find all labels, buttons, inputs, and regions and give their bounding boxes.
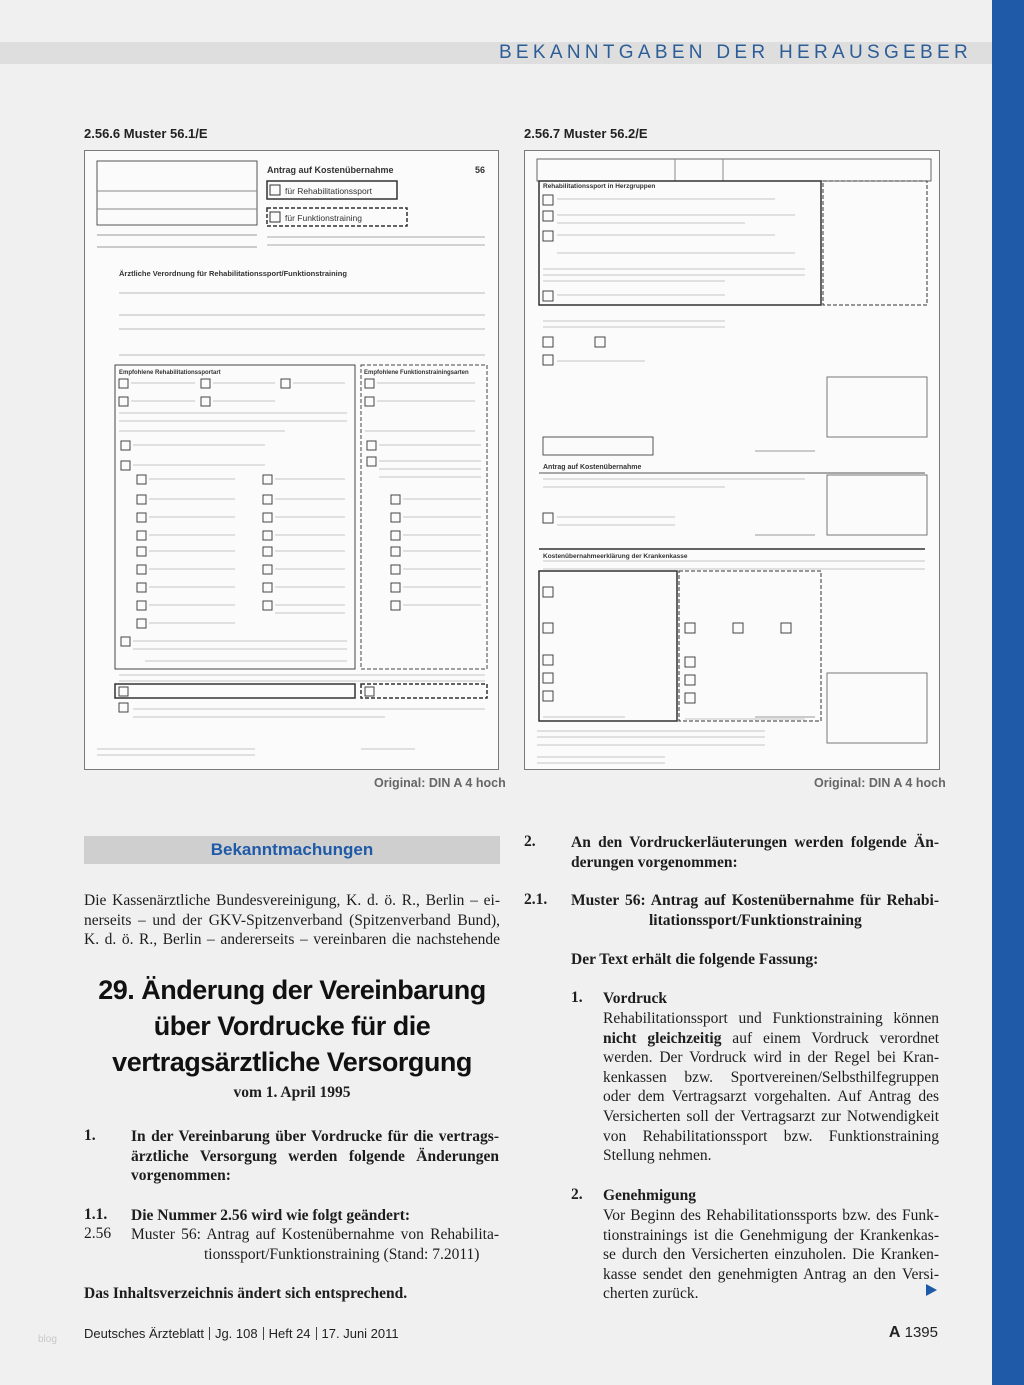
- vordruck-line: werden. Der Vordruck wird in der Regel bei Kran-: [603, 1049, 939, 1067]
- vordruck-line: Versicherten soll der Vertragsarzt zur Notwendigkeit: [603, 1107, 939, 1125]
- item-2-line: derungen vorgenommen:: [571, 853, 738, 871]
- genehmigung-paragraph: [603, 1206, 939, 1304]
- intro-line: Die Kassenärztliche Bundesvereinigung, K. d. ö. R., Berlin – ei-: [84, 892, 500, 909]
- watermark: blog: [38, 1334, 57, 1345]
- item-1-1-text: Die Nummer 2.56 wird wie folgt geändert:: [131, 1207, 411, 1224]
- item-2-56-text: [131, 1225, 499, 1264]
- form-right-erklaerung-heading: Kostenübernahmeerklärung der Krankenkasse: [543, 553, 688, 560]
- form-left-number: 56: [475, 165, 486, 175]
- form-caption-56-1: 2.56.6 Muster 56.1/E: [84, 126, 208, 141]
- form-left-section-heading: Ärztliche Verordnung für Rehabilitationssport/Funktionstraining: [119, 269, 347, 278]
- vordruck-line: oder dem Vertragsarzt vorgehalten. Auf Antrag des: [603, 1088, 939, 1106]
- item-2-number: 2.: [524, 833, 536, 850]
- main-title-line: über Vordrucke für die: [153, 1011, 431, 1041]
- continue-arrow-icon: [926, 1284, 937, 1296]
- item-1-1-number: 1.1.: [84, 1206, 108, 1223]
- page-number-value: 1395: [904, 1324, 938, 1341]
- main-title-line: vertragsärztliche Versorgung: [112, 1047, 472, 1077]
- intro-line: K. d. ö. R., Berlin – andererseits – vereinbaren die nachstehende: [84, 931, 500, 949]
- item-2-1-line: litationssport/Funktionstraining: [649, 911, 862, 929]
- form-left-title: Antrag auf Kostenübernahme: [267, 165, 394, 175]
- vordruck-heading: Vordruck: [603, 990, 668, 1007]
- item-2-56-number: 2.56: [84, 1225, 112, 1242]
- footer-journal: Deutsches Ärzteblatt: [84, 1326, 204, 1341]
- form-left-funktion-heading: Empfohlene Funktionstrainingsarten: [364, 370, 469, 376]
- genehmigung-line: Vor Beginn des Rehabilitationssports bzw. des Funk-: [603, 1207, 939, 1224]
- footer-separator: [316, 1327, 317, 1340]
- genehmigung-line: tionstrainings ist die Genehmigung der Krankenkas-: [603, 1226, 939, 1244]
- intro-paragraph: [84, 891, 500, 950]
- item-2-line: An den Vordruckerläuterungen werden folgende Än-: [571, 834, 939, 851]
- vordruck-line: Rehabilitationssport und Funktionstraining können: [603, 1010, 939, 1027]
- vordruck-line: Stellung nehmen.: [603, 1147, 712, 1165]
- vordruck-line-rest: auf einem Vordruck verordnet: [721, 1029, 940, 1047]
- genehmigung-number: 2.: [571, 1186, 583, 1203]
- item-1-line: ärztliche Versorgung werden folgende Änderungen: [131, 1147, 499, 1165]
- agreement-date: vom 1. April 1995: [233, 1084, 351, 1101]
- vordruck-line: von Rehabilitationssport bzw. Funktionstraining: [603, 1127, 939, 1145]
- form-right-antrag-heading: Antrag auf Kostenübernahme: [543, 464, 642, 471]
- closing-note: Das Inhaltsverzeichnis ändert sich entsprechend.: [84, 1285, 408, 1302]
- footer-separator: [263, 1327, 264, 1340]
- form-left-option-reha: für Rehabilitationssport: [285, 186, 372, 196]
- footer-volume: Jg. 108: [214, 1326, 258, 1341]
- form-right-original-label: Original: DIN A 4 hoch: [814, 776, 946, 790]
- form-left-option-funktion: für Funktionstraining: [285, 213, 363, 223]
- vordruck-line-bold: [603, 1029, 939, 1049]
- footer-issue: Heft 24: [268, 1326, 311, 1341]
- vordruck-line: kenkassen bzw. Sportvereinen/Selbsthilfegruppen: [603, 1068, 939, 1086]
- main-title: [84, 972, 500, 1080]
- item-1-number: 1.: [84, 1127, 96, 1144]
- vordruck-paragraph: [603, 1009, 939, 1166]
- fassung-note: Der Text erhält die folgende Fassung:: [571, 951, 819, 968]
- item-2-1-line: Muster 56: Antrag auf Kostenübernahme für Rehabi-: [571, 892, 939, 909]
- form-image-muster-56-2: [524, 150, 940, 770]
- genehmigung-line: kasse sendet den genehmigten Antrag an den Versi-: [603, 1265, 939, 1283]
- page-edge-bar: [992, 0, 1024, 1385]
- footer-separator: [209, 1327, 210, 1340]
- item-2-56-line: Muster 56: Antrag auf Kostenübernahme von Rehabilita-: [131, 1226, 499, 1243]
- genehmigung-heading: Genehmigung: [603, 1187, 697, 1204]
- item-2-1-number: 2.1.: [524, 891, 548, 908]
- vordruck-number: 1.: [571, 989, 583, 1006]
- item-2-1-text: [571, 891, 939, 930]
- footer-citation: [84, 1326, 399, 1341]
- form-right-herzgruppen-heading: Rehabilitationssport in Herzgruppen: [543, 183, 656, 190]
- footer-date: 17. Juni 2011: [321, 1326, 399, 1341]
- announcements-band-label: Bekanntmachungen: [210, 840, 374, 859]
- form-left-rehasport-heading: Empfohlene Rehabilitationssportart: [119, 370, 221, 376]
- item-1-line: In der Vereinbarung über Vordrucke für die vertrags-: [131, 1128, 499, 1145]
- item-2-56-line: tionssport/Funktionstraining (Stand: 7.2011): [204, 1245, 480, 1263]
- item-2-text: [571, 833, 939, 872]
- item-1-line: vorgenommen:: [131, 1167, 231, 1185]
- intro-line: nerseits – und der GKV-Spitzenverband (Spitzenverband Bund),: [84, 911, 500, 929]
- genehmigung-line: se durch den Versicherten einzuholen. Die Kranken-: [603, 1246, 939, 1264]
- page-prefix: A: [888, 1324, 901, 1341]
- genehmigung-line: cherten zurück.: [603, 1285, 699, 1303]
- form-image-muster-56-1: [84, 150, 499, 770]
- main-title-line: 29. Änderung der Vereinbarung: [98, 975, 486, 1005]
- item-1-text: [131, 1127, 499, 1186]
- form-caption-56-2: 2.56.7 Muster 56.2/E: [524, 126, 648, 141]
- vordruck-bold-phrase: nicht gleichzeitig: [603, 1029, 722, 1047]
- section-header-title: BEKANNTGABEN DER HERAUSGEBER: [498, 42, 972, 63]
- page-number: [889, 1324, 938, 1342]
- form-left-original-label: Original: DIN A 4 hoch: [374, 776, 506, 790]
